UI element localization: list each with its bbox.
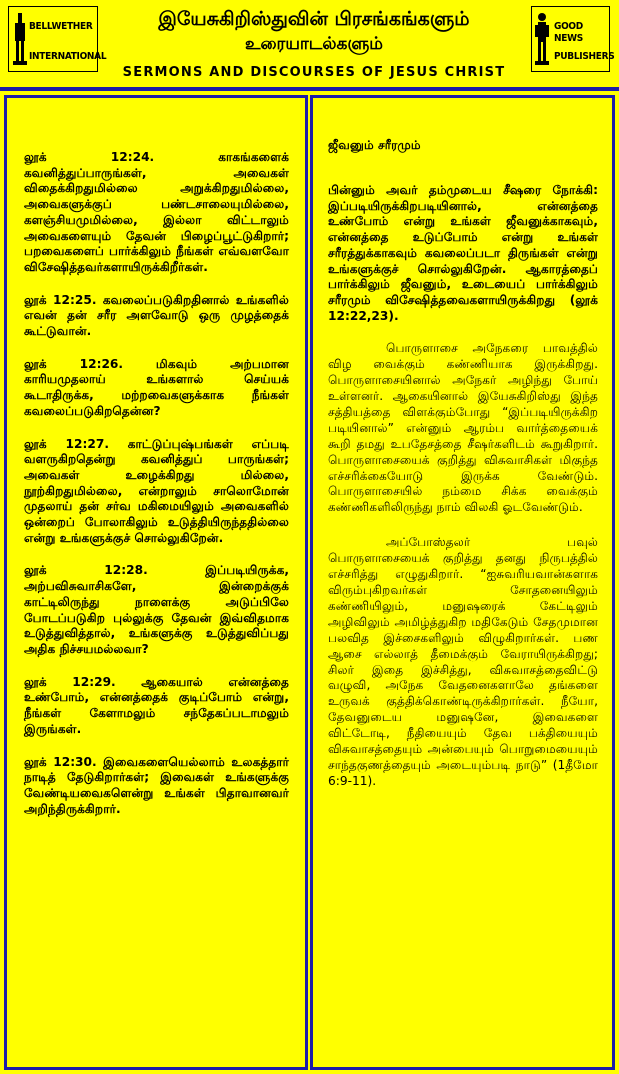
right-logo-line2: PUBLISHERS	[554, 51, 615, 62]
verse-luke-12-30: லூக் 12:30. இவைகளையெல்லாம் உலகத்தார் நாடித் தேடுகிறார்கள்; இவைகள் உங்களுக்கு வேண்டியவைகளென்று உங்கள் பிதாவானவர் அறிந்திருக்கிறார்.	[24, 754, 289, 816]
title-english: SERMONS AND DISCOURSES OF JESUS CHRIST	[122, 65, 506, 80]
good-news-logo	[531, 6, 615, 72]
commentary-paragraph-2: அப்போஸ்தலர் பவுல் பொருளாசையைக் குறித்து தனது நிருபத்தில் எச்சரித்து எழுதுகிறார். “ஐசுவரியவான்களாக விரும்புகிறவர்கள் சோதனையிலும் கண்ணியிலும், மனுஷரைக் கேட்டிலும் அழிவிலும் அமிழ்த்துகிற மதிகேடும் சேதமுமான பலவித இச்சைகளிலும் விழுகிறார்கள். பண ஆசை எல்லாத் தீமைக்கும் வேராயிருக்கிறது; சிலர் இதை இச்சித்து, விசுவாசத்தைவிட்டு வழுவி, அநேக வேதனைகளாலே தங்களை உருவக் குத்திக்கொண்டிருக்கிறார்கள். நீயோ, தேவனுடைய மனுஷனே, இவைகளை விட்டோடி, நீதியையும் தேவ பக்தியையும் விசுவாசத்தையும் அன்பையும் பொறுமையையும் சாந்தகுணத்தையும் அடையும்படி நாடு” (1தீமோ 6:9-11).	[328, 535, 598, 788]
title-block	[110, 5, 518, 87]
left-logo-line1: BELLWETHER	[29, 21, 93, 32]
left-column	[4, 95, 308, 1070]
messenger-figure-icon	[535, 11, 549, 67]
ram-figure-icon	[13, 11, 27, 67]
verse-luke-12-25: லூக் 12:25. கவலைப்படுகிறதினால் உங்களில் எவன் தன் சரீர அளவோடு ஒரு முழத்தைக் கூட்டுவான்.	[24, 292, 289, 339]
right-column	[310, 95, 615, 1070]
verse-luke-12-26: லூக் 12:26. மிகவும் அற்பமான காரியமுதலாய் உங்களால் செய்யக் கூடாதிருக்க, மற்றவைகளுக்காக நீங்கள் கவலைப்படுகிறதென்ன?	[24, 356, 289, 418]
section-heading: ஜீவனும் சரீரமும்	[328, 138, 421, 152]
commentary-paragraph-1: பொருளாசை அநேகரை பாவத்தில் விழ வைக்கும் கண்ணியாக இருக்கிறது. பொருளாசையினால் அநேகர் அழிந்து போய் உள்ளனர். ஆகையினால் இயேசுகிறிஸ்து இந்த சத்தியத்தை விளக்கும்போது “இப்படியிருக்கிற படியினால்” என்னும் ஆரம்ப வார்த்தையைக் கூறி தமது உபதேசத்தை சீஷர்களிடம் கூறுகிறார். பொருளாசையைக் குறித்து விசுவாசிகள் மிகுந்த எச்சரிக்கையோடு இருக்க வேண்டும். பொருளாசையில் நம்மை சிக்க வைக்கும் கண்ணிகளிலிருந்து நாம் விலகி ஓடவேண்டும்.	[328, 341, 598, 515]
verse-luke-12-22-23: பின்னும் அவர் தம்முடைய சீஷரை நோக்கி: இப்படியிருக்கிறபடியினால், என்னத்தை உண்போம் என்று உங்கள் ஜீவனுக்காகவும், என்னத்தை உடுப்போம் என்று உங்கள் சரீரத்துக்காகவும் கவலைப்படா திருங்கள் என்று உங்களுக்குச் சொல்லுகிறேன். ஆகாரத்தைப் பார்க்கிலும் ஜீவனும், உடையைப் பார்க்கிலும் சரீரமும் விசேஷித்தவைகளாயிருக்கிறது (லூக் 12:22,23).	[328, 183, 598, 323]
verse-luke-12-28: லூக் 12:28. இப்படியிருக்க, அற்பவிசுவாசிகளே, இன்றைக்குக் காட்டிலிருந்து நாளைக்கு அடுப்பிலே போடப்படுகிற புல்லுக்கு தேவன் இவ்விதமாக உடுத்துவித்தால், உங்களுக்கு உடுத்துவிப்பது அதிக நிச்சயமல்லவா?	[24, 563, 289, 656]
right-logo-line1: GOOD NEWS	[554, 21, 583, 44]
verse-luke-12-29: லூக் 12:29. ஆகையால் என்னத்தை உண்போம், என்னத்தைக் குடிப்போம் என்று, நீங்கள் கேளாமலும் சந்தேகப்படாமலும் இருங்கள்.	[24, 674, 289, 736]
header	[0, 0, 619, 91]
title-tamil-line1: இயேசுகிறிஸ்துவின் பிரசங்கங்களும்	[158, 8, 470, 30]
verse-luke-12-24: லூக் 12:24. காகங்களைக் கவனித்துப்பாருங்கள், அவைகள் விதைக்கிறதுமில்லை அறுக்கிறதுமில்லை, அவைகளுக்குப் பண்டசாலையுமில்லை, களஞ்சியமுமில்லை, இல்லா விட்டாலும் அவைகளையும் தேவன் பிழைப்பூட்டுகிறார்; பறவைகளைப் பார்க்கிலும் நீங்கள் எவ்வளவோ விசேஷித்தவர்களாயிருக்கிறீர்கள்.	[24, 150, 289, 274]
bellwether-logo	[8, 6, 107, 72]
left-logo-line2: INTERNATIONAL	[29, 51, 107, 62]
title-tamil-line2: உரையாடல்களும்	[245, 34, 383, 54]
verse-luke-12-27: லூக் 12:27. காட்டுப்புஷ்பங்கள் எப்படி வளருகிறதென்று கவனித்துப் பாருங்கள்; அவைகள் உழைக்கிறது மில்லை, நூற்கிறதுமில்லை, என்றாலும் சாலொமோன் முதலாய் தன் சர்வ மகிமையிலும் அவைகளில் ஒன்றைப் போலாகிலும் உடுத்தியிருந்ததில்லை என்று உங்களுக்குச் சொல்லுகிறேன்.	[24, 436, 289, 545]
